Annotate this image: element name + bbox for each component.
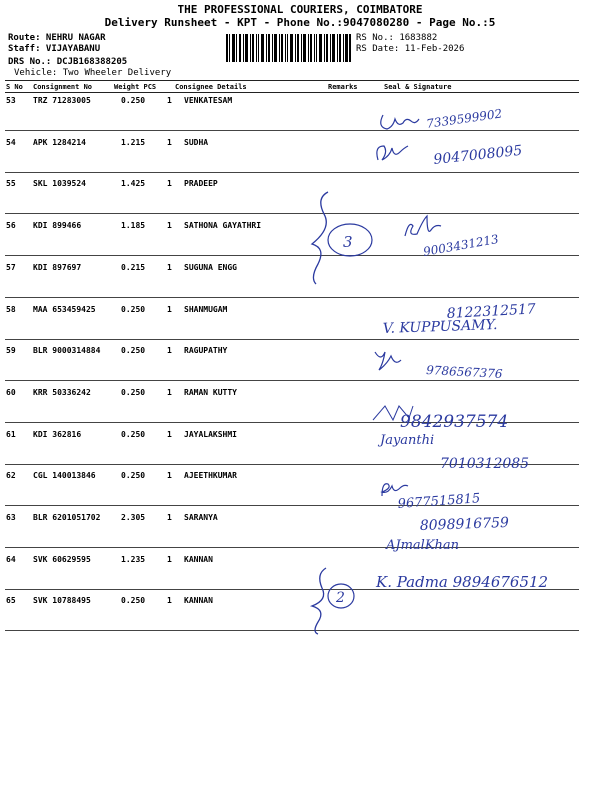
hw-text-64: K. Padma 9894676512 <box>376 573 549 591</box>
row-sno: 56 <box>6 221 16 230</box>
row-consignee-name: SARANYA <box>184 513 218 522</box>
row-pcs: 1 <box>167 138 172 147</box>
hw-name-58: V. KUPPUSAMY. <box>382 317 498 337</box>
row-consignment-no: SKL 1039524 <box>33 179 86 188</box>
row-weight: 2.305 <box>121 513 146 522</box>
row-divider <box>5 213 579 214</box>
row-consignee-name: KANNAN <box>184 596 213 605</box>
row-pcs: 1 <box>167 430 172 439</box>
row-consignment-no: SVK 60629595 <box>33 555 91 564</box>
signature-scribble-62 <box>382 484 408 496</box>
row-sno: 65 <box>6 596 16 605</box>
row-divider <box>5 422 579 423</box>
row-weight: 0.250 <box>121 596 146 605</box>
runsheet-title: Delivery Runsheet - KPT - Phone No.:9047080280 - Page No.:5 <box>104 16 496 29</box>
row-sno: 53 <box>6 96 16 105</box>
row-divider <box>5 130 579 131</box>
row-consignee-name: SUGUNA ENGG <box>184 263 237 272</box>
row-weight: 1.215 <box>121 138 146 147</box>
table-row <box>0 138 600 148</box>
col-consignment: Consignment No <box>33 83 93 91</box>
company-title: THE PROFESSIONAL COURIERS, COIMBATORE <box>177 3 423 16</box>
row-sno: 64 <box>6 555 16 564</box>
row-sno: 61 <box>6 430 16 439</box>
hw-phone-56: 9003431213 <box>422 231 500 259</box>
table-row <box>0 430 600 440</box>
row-consignment-no: KDI 362816 <box>33 430 82 439</box>
row-divider <box>5 380 579 381</box>
col-consignee: Consignee Details <box>175 83 247 91</box>
row-weight: 0.250 <box>121 305 146 314</box>
col-seal: Seal & Signature <box>384 83 452 91</box>
row-pcs: 1 <box>167 346 172 355</box>
row-consignee-name: SATHONA GAYATHRI <box>184 221 262 230</box>
row-pcs: 1 <box>167 96 172 105</box>
row-sno: 60 <box>6 388 16 397</box>
hw-phone-58: 8122312517 <box>446 301 537 322</box>
row-consignee-name: KANNAN <box>184 555 213 564</box>
row-weight: 0.250 <box>121 471 146 480</box>
row-pcs: 1 <box>167 305 172 314</box>
row-divider <box>5 547 579 548</box>
row-consignee-name: SUDHA <box>184 138 209 147</box>
hw-name-61: Jayanthi <box>380 433 435 448</box>
row-pcs: 1 <box>167 471 172 480</box>
row-weight: 0.250 <box>121 346 146 355</box>
table-row <box>0 346 600 356</box>
row-consignee-name: PRADEEP <box>184 179 218 188</box>
hw-name-63: AJmalKhan <box>386 538 460 553</box>
header-bottom-rule <box>5 92 579 93</box>
rs-date: RS Date: 11-Feb-2026 <box>356 44 465 54</box>
table-row <box>0 513 600 523</box>
row-weight: 0.215 <box>121 263 146 272</box>
row-pcs: 1 <box>167 221 172 230</box>
row-consignment-no: KDI 897697 <box>33 263 82 272</box>
row-divider <box>5 505 579 506</box>
table-row <box>0 221 600 231</box>
table-row <box>0 596 600 606</box>
row-consignment-no: TRZ 71283005 <box>33 96 91 105</box>
row-sno: 62 <box>6 471 16 480</box>
row-sno: 63 <box>6 513 16 522</box>
table-row <box>0 179 600 189</box>
hw-phone-54: 9047008095 <box>432 142 524 168</box>
col-remarks: Remarks <box>328 83 358 91</box>
row-sno: 59 <box>6 346 16 355</box>
row-pcs: 1 <box>167 263 172 272</box>
hw-phone-63: 8098916759 <box>419 514 510 534</box>
row-consignment-no: KRR 50336242 <box>33 388 91 397</box>
row-consignee-name: RAGUPATHY <box>184 346 228 355</box>
header-top-rule <box>5 80 579 81</box>
hw-phone-61: 7010312085 <box>440 456 530 472</box>
table-row <box>0 96 600 106</box>
row-weight: 0.250 <box>121 96 146 105</box>
staff-label: Staff: VIJAYABANU <box>8 44 101 54</box>
row-consignment-no: BLR 6201051702 <box>33 513 101 522</box>
row-pcs: 1 <box>167 388 172 397</box>
hw-phone-60: 9842937574 <box>400 412 509 432</box>
row-consignee-name: JAYALAKSHMI <box>184 430 237 439</box>
row-consignment-no: APK 1284214 <box>33 138 86 147</box>
row-consignee-name: RAMAN KUTTY <box>184 388 237 397</box>
row-consignee-name: VENKATESAM <box>184 96 233 105</box>
row-weight: 0.250 <box>121 388 146 397</box>
row-sno: 55 <box>6 179 16 188</box>
row-consignment-no: CGL 140013846 <box>33 471 96 480</box>
row-sno: 57 <box>6 263 16 272</box>
row-divider <box>5 589 579 590</box>
table-row <box>0 305 600 315</box>
hw-phone-53: 7339599902 <box>425 106 504 131</box>
signature-scribble-54 <box>377 146 408 160</box>
barcode <box>226 34 351 62</box>
route-label: Route: NEHRU NAGAR <box>8 33 106 43</box>
row-divider <box>5 630 579 631</box>
row-pcs: 1 <box>167 596 172 605</box>
row-divider <box>5 339 579 340</box>
hw-count-2: 2 <box>336 590 345 606</box>
hw-phone-62: 9677515815 <box>397 491 481 512</box>
hw-phone-59: 9786567376 <box>425 363 503 381</box>
col-weight-pcs: Weight PCS <box>114 83 157 91</box>
row-pcs: 1 <box>167 513 172 522</box>
row-pcs: 1 <box>167 179 172 188</box>
row-sno: 58 <box>6 305 16 314</box>
row-divider <box>5 297 579 298</box>
row-divider <box>5 255 579 256</box>
row-consignment-no: MAA 653459425 <box>33 305 96 314</box>
hw-count-3: 3 <box>343 233 353 251</box>
signature-scribble-53 <box>381 115 419 129</box>
rs-number: RS No.: 1683882 <box>356 33 438 43</box>
row-consignee-name: AJEETHKUMAR <box>184 471 237 480</box>
row-pcs: 1 <box>167 555 172 564</box>
table-row <box>0 263 600 273</box>
row-weight: 1.235 <box>121 555 146 564</box>
row-weight: 1.425 <box>121 179 146 188</box>
row-divider <box>5 464 579 465</box>
drs-label: DRS No.: DCJB168388205 <box>8 57 128 67</box>
col-sno: S No <box>6 83 23 91</box>
table-row <box>0 388 600 398</box>
row-consignee-name: SHANMUGAM <box>184 305 228 314</box>
row-weight: 0.250 <box>121 430 146 439</box>
row-consignment-no: BLR 9000314884 <box>33 346 101 355</box>
row-consignment-no: SVK 10788495 <box>33 596 91 605</box>
row-sno: 54 <box>6 138 16 147</box>
vehicle-label: Vehicle: Two Wheeler Delivery <box>14 68 172 78</box>
row-consignment-no: KDI 899466 <box>33 221 82 230</box>
table-row <box>0 471 600 481</box>
row-divider <box>5 172 579 173</box>
strike-scribble-60 <box>373 406 413 420</box>
row-weight: 1.185 <box>121 221 146 230</box>
table-row <box>0 555 600 565</box>
